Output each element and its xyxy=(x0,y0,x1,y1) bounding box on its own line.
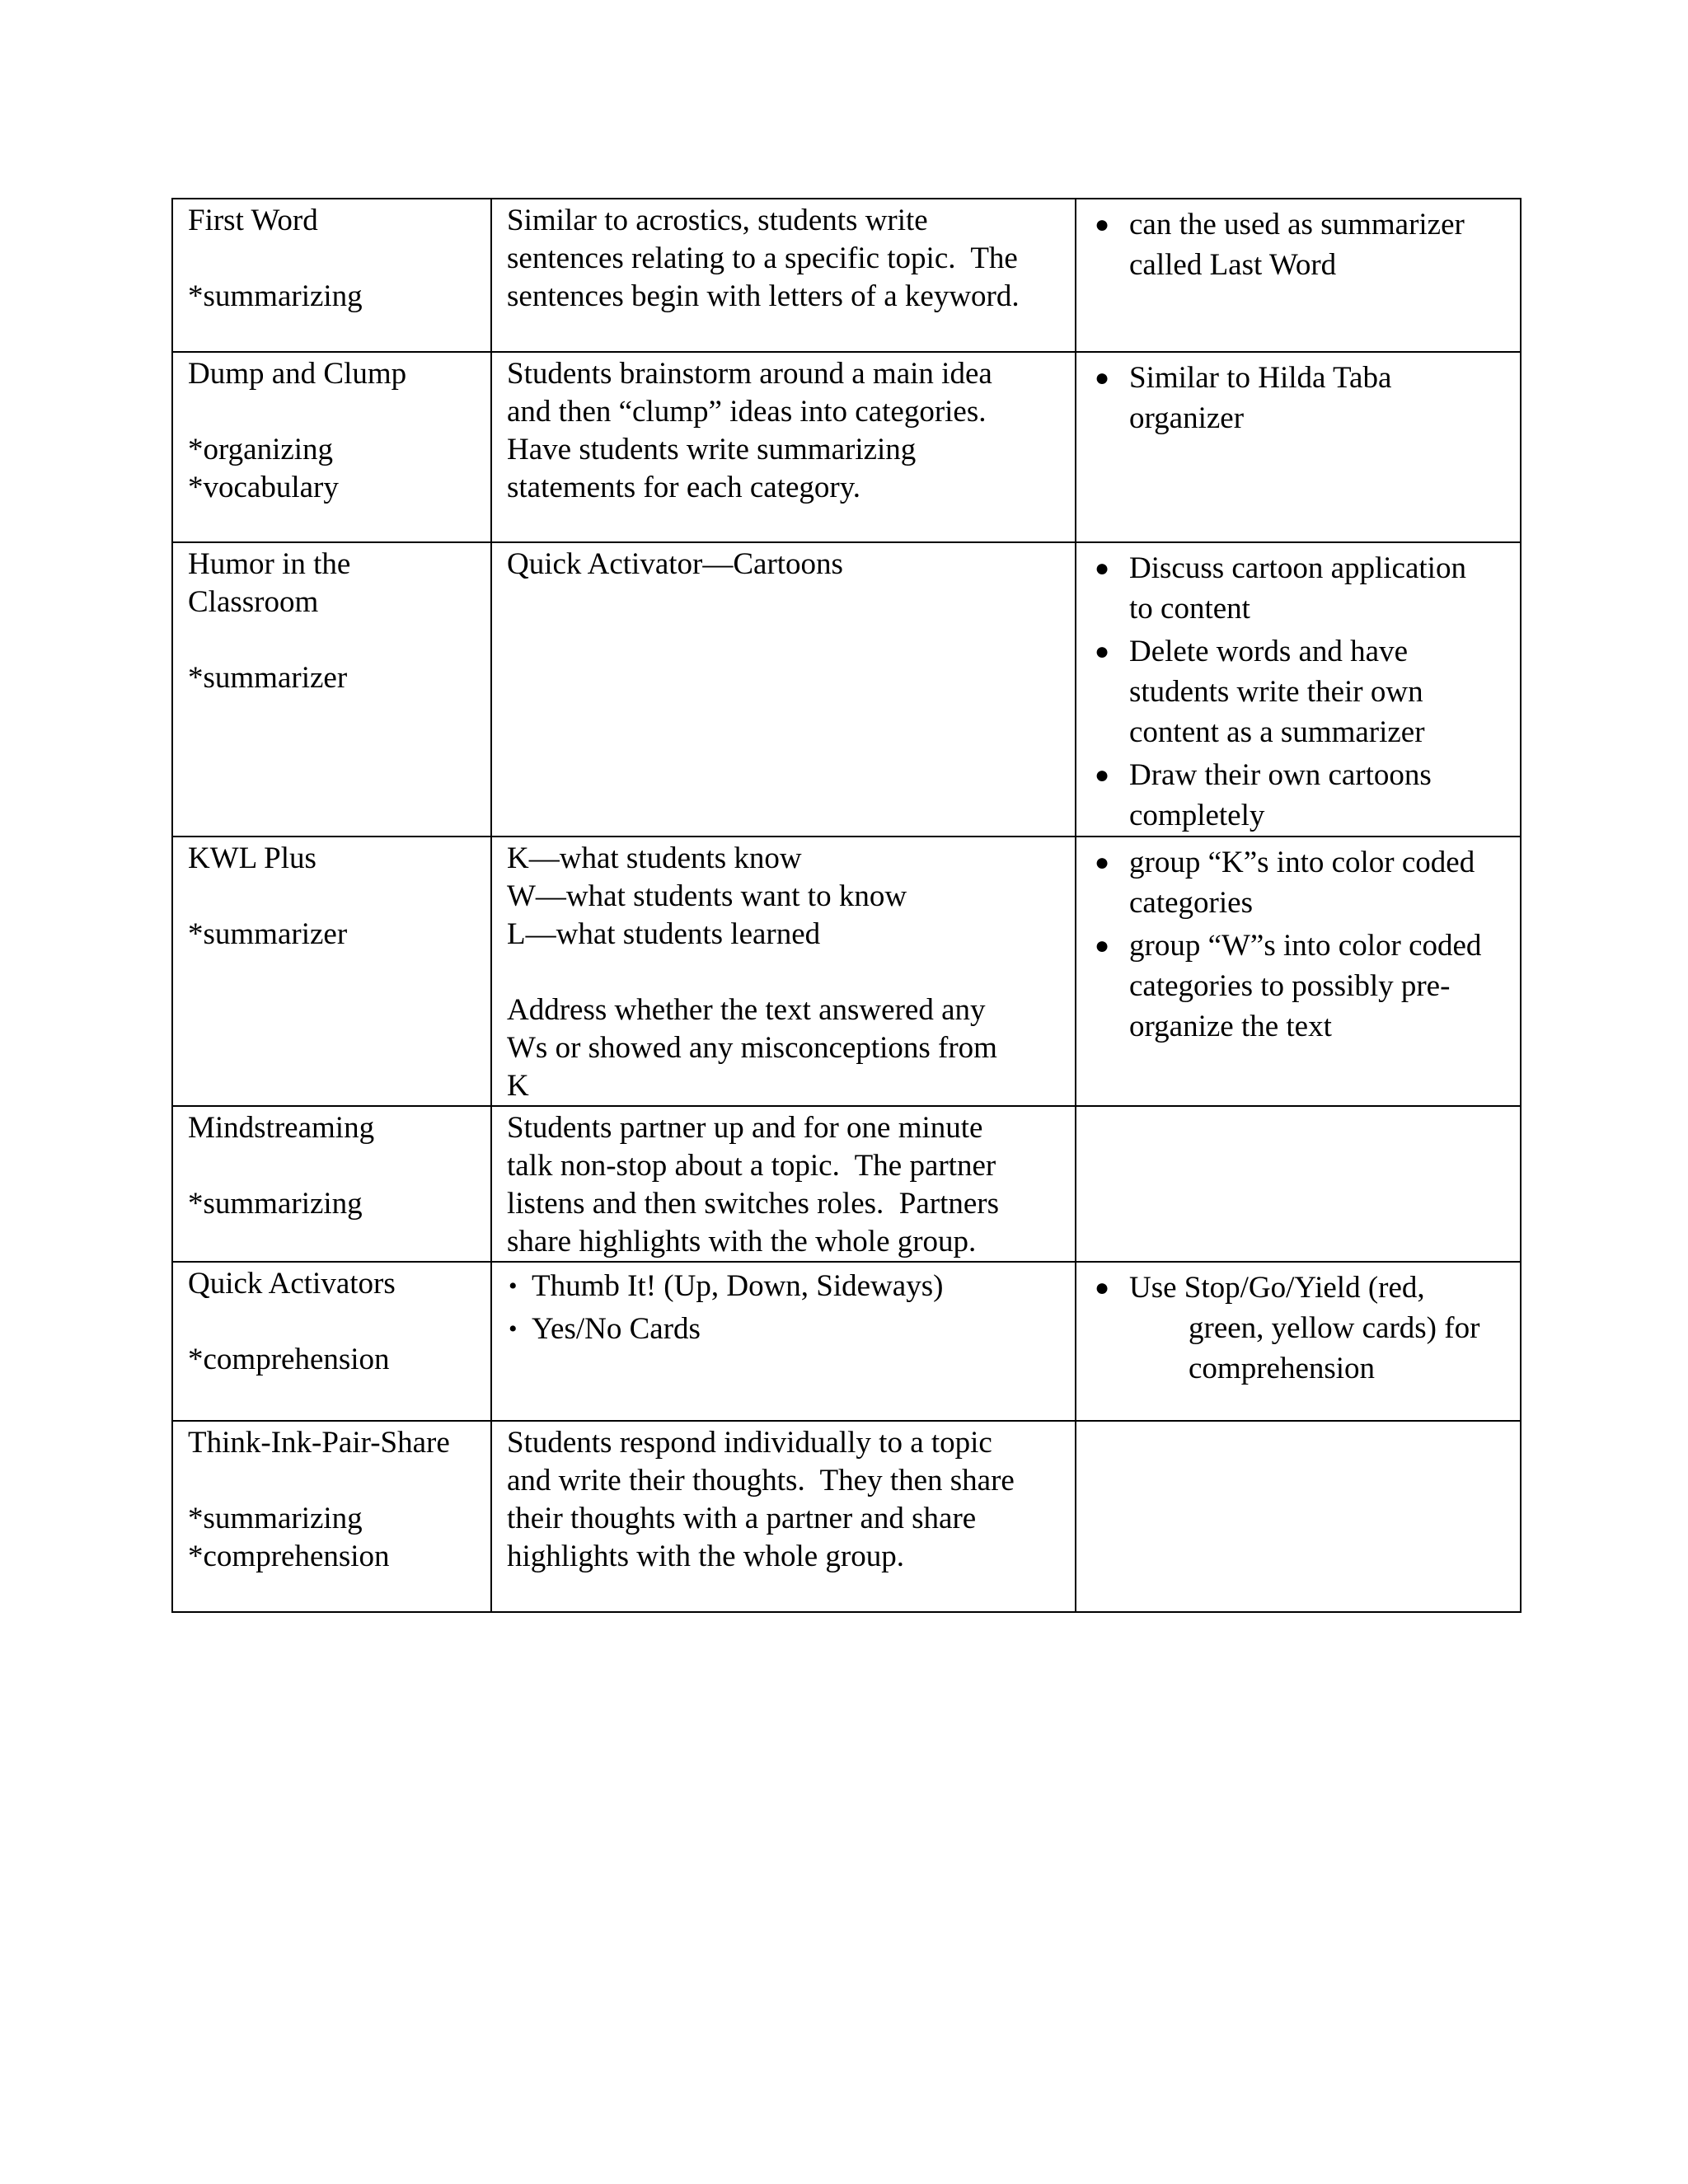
list-item xyxy=(507,1308,1060,1351)
strategy-tag: *summarizing xyxy=(188,279,363,313)
strategy-tag: *comprehension xyxy=(188,1540,390,1573)
list-item xyxy=(1091,755,1505,836)
note-line: to content xyxy=(1129,592,1250,626)
strategy-tag: *summarizer xyxy=(188,661,348,695)
note-line: content as a summarizer xyxy=(1129,715,1425,749)
bullet-dot-icon: ● xyxy=(1095,555,1110,582)
list-item xyxy=(1091,926,1505,1047)
note-line: Similar to Hilda Taba xyxy=(1129,361,1392,395)
description-cell xyxy=(491,1262,1076,1421)
note-line: Delete words and have xyxy=(1129,635,1409,668)
bullet-dot-icon: ● xyxy=(1095,638,1110,665)
description-line: Students respond individually to a topic xyxy=(507,1426,992,1460)
note-line: categories xyxy=(1129,886,1253,920)
strategy-cell xyxy=(172,837,491,1106)
bullet-dot-icon: ● xyxy=(1095,762,1110,789)
notes-cell xyxy=(1076,837,1521,1106)
strategy-tag: *organizing xyxy=(188,433,334,466)
description-line: Students brainstorm around a main idea xyxy=(507,357,992,391)
bullet-dot-icon: • xyxy=(509,1272,518,1300)
strategy-tag: *summarizer xyxy=(188,917,348,951)
strategy-name: Mindstreaming xyxy=(188,1111,375,1145)
description-line: Have students write summarizing xyxy=(507,433,917,466)
notes-cell xyxy=(1076,199,1521,352)
description-cell xyxy=(491,837,1076,1106)
table-row xyxy=(172,352,1521,542)
notes-cell xyxy=(1076,542,1521,837)
note-line: group “W”s into color coded xyxy=(1129,929,1482,963)
description-line: sentences begin with letters of a keyword. xyxy=(507,279,1020,313)
description-line: Students partner up and for one minute xyxy=(507,1111,983,1145)
list-item xyxy=(1091,358,1505,438)
description-cell xyxy=(491,1421,1076,1612)
note-line: Discuss cartoon application xyxy=(1129,551,1466,585)
description-line: W—what students want to know xyxy=(507,879,907,913)
description-line: and then “clump” ideas into categories. xyxy=(507,395,987,429)
note-line: green, yellow cards) for xyxy=(1189,1311,1480,1345)
note-line: categories to possibly pre- xyxy=(1129,969,1451,1003)
note-line: Use Stop/Go/Yield (red, xyxy=(1129,1271,1425,1305)
list-item xyxy=(1091,842,1505,923)
bullet-dot-icon: ● xyxy=(1095,211,1110,238)
strategy-name: KWL Plus xyxy=(188,841,316,875)
description-line: K—what students know xyxy=(507,841,802,875)
description-line: statements for each category. xyxy=(507,471,861,504)
strategy-table xyxy=(171,198,1522,1613)
description-line: share highlights with the whole group. xyxy=(507,1225,977,1258)
description-line: sentences relating to a specific topic. The xyxy=(507,241,1018,275)
list-item xyxy=(1091,204,1505,285)
table-row xyxy=(172,1106,1521,1262)
table-row xyxy=(172,837,1521,1106)
description-cell xyxy=(491,352,1076,542)
notes-cell xyxy=(1076,1421,1521,1612)
notes-list xyxy=(1091,204,1505,285)
note-line: Draw their own cartoons xyxy=(1129,758,1432,792)
list-item xyxy=(507,1265,1060,1308)
notes-list xyxy=(1091,358,1505,438)
strategy-name: Quick Activators xyxy=(188,1267,396,1301)
bullet-dot-icon: ● xyxy=(1095,364,1110,391)
notes-cell xyxy=(1076,1106,1521,1262)
strategy-cell xyxy=(172,542,491,837)
strategy-name: Classroom xyxy=(188,585,319,619)
table-row xyxy=(172,199,1521,352)
description-line: Similar to acrostics, students write xyxy=(507,204,928,237)
description-line: Ws or showed any misconceptions from xyxy=(507,1031,997,1065)
strategy-cell xyxy=(172,352,491,542)
strategy-name: Dump and Clump xyxy=(188,357,407,391)
description-line: Address whether the text answered any xyxy=(507,993,986,1027)
note-line: completely xyxy=(1129,799,1265,832)
description-line: highlights with the whole group. xyxy=(507,1540,904,1573)
description-line: and write their thoughts. They then share xyxy=(507,1464,1015,1497)
description-cell xyxy=(491,199,1076,352)
description-line: Thumb It! (Up, Down, Sideways) xyxy=(532,1269,944,1303)
strategy-cell xyxy=(172,1262,491,1421)
strategy-tag: *summarizing xyxy=(188,1502,363,1535)
description-list xyxy=(507,1265,1060,1351)
notes-cell xyxy=(1076,1262,1521,1421)
description-line: talk non-stop about a topic. The partner xyxy=(507,1149,996,1183)
note-line: organizer xyxy=(1129,401,1245,435)
strategy-cell xyxy=(172,1421,491,1612)
strategy-tag: *comprehension xyxy=(188,1343,390,1376)
strategy-tag: *summarizing xyxy=(188,1187,363,1221)
list-item xyxy=(1091,1268,1505,1389)
description-cell xyxy=(491,542,1076,837)
bullet-dot-icon: • xyxy=(509,1315,518,1343)
note-line: called Last Word xyxy=(1129,248,1337,282)
bullet-dot-icon: ● xyxy=(1095,849,1110,876)
strategy-cell xyxy=(172,1106,491,1262)
note-line: group “K”s into color coded xyxy=(1129,846,1475,879)
strategy-name: First Word xyxy=(188,204,318,237)
notes-cell xyxy=(1076,352,1521,542)
notes-list xyxy=(1091,548,1505,836)
table-row xyxy=(172,542,1521,837)
notes-list xyxy=(1091,842,1505,1047)
strategy-name: Think-Ink-Pair-Share xyxy=(188,1426,450,1460)
note-line: can the used as summarizer xyxy=(1129,208,1465,241)
description-line: listens and then switches roles. Partners xyxy=(507,1187,1000,1221)
notes-list xyxy=(1091,1268,1505,1389)
description-line: Yes/No Cards xyxy=(532,1312,701,1346)
strategy-tag: *vocabulary xyxy=(188,471,339,504)
description-line: L—what students learned xyxy=(507,917,821,951)
strategy-cell xyxy=(172,199,491,352)
description-cell xyxy=(491,1106,1076,1262)
description-line: their thoughts with a partner and share xyxy=(507,1502,977,1535)
description-line: K xyxy=(507,1069,529,1103)
strategy-name: Humor in the xyxy=(188,547,351,581)
bullet-dot-icon: ● xyxy=(1095,1274,1110,1301)
description-line: Quick Activator—Cartoons xyxy=(507,547,843,581)
list-item xyxy=(1091,631,1505,752)
list-item xyxy=(1091,548,1505,629)
note-line: students write their own xyxy=(1129,675,1423,709)
bullet-dot-icon: ● xyxy=(1095,932,1110,959)
note-line: comprehension xyxy=(1189,1352,1376,1385)
table-row xyxy=(172,1262,1521,1421)
note-line: organize the text xyxy=(1129,1010,1332,1043)
table-row xyxy=(172,1421,1521,1612)
